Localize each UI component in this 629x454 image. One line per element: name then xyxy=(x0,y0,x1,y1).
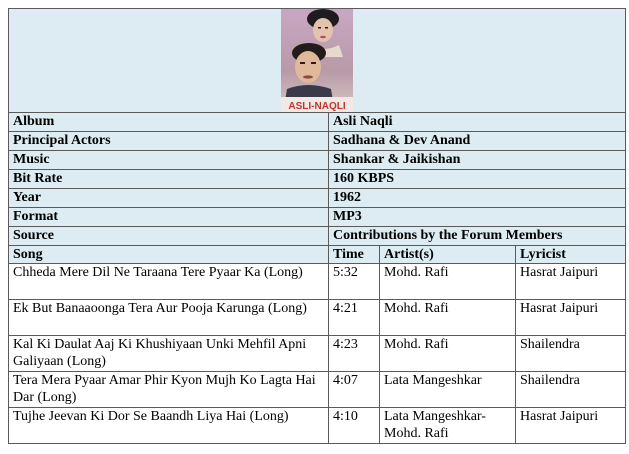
song-title: Ek But Banaaoonga Tera Aur Pooja Karunga (Long) xyxy=(9,300,329,336)
song-artist: Lata Mangeshkar xyxy=(380,372,516,408)
info-row-source xyxy=(9,227,626,246)
info-value: Contributions by the Forum Members xyxy=(329,227,626,246)
info-label: Bit Rate xyxy=(9,170,329,189)
info-row-album xyxy=(9,113,626,132)
song-row xyxy=(9,336,626,372)
info-value: MP3 xyxy=(329,208,626,227)
song-lyricist: Shailendra xyxy=(516,372,626,408)
songs-header-row xyxy=(9,246,626,264)
info-row-principal-actors xyxy=(9,132,626,151)
info-label: Music xyxy=(9,151,329,170)
song-time: 4:10 xyxy=(329,408,380,444)
album-table xyxy=(8,8,626,444)
album-info-container xyxy=(8,8,625,444)
song-artist: Mohd. Rafi xyxy=(380,336,516,372)
header-song: Song xyxy=(9,246,329,264)
song-title: Kal Ki Daulat Aaj Ki Khushiyaan Unki Mehfil Apni Galiyaan (Long) xyxy=(9,336,329,372)
info-label: Principal Actors xyxy=(9,132,329,151)
song-title: Tujhe Jeevan Ki Dor Se Baandh Liya Hai (Long) xyxy=(9,408,329,444)
poster-title: ASLI-NAQLI xyxy=(288,101,346,112)
song-artist: Mohd. Rafi xyxy=(380,300,516,336)
song-lyricist: Hasrat Jaipuri xyxy=(516,264,626,300)
song-artist: Lata Mangeshkar-Mohd. Rafi xyxy=(380,408,516,444)
song-row xyxy=(9,264,626,300)
song-lyricist: Shailendra xyxy=(516,336,626,372)
song-time: 4:07 xyxy=(329,372,380,408)
cover-row xyxy=(9,9,626,113)
song-artist: Mohd. Rafi xyxy=(380,264,516,300)
cover-cell xyxy=(9,9,626,113)
info-label: Album xyxy=(9,113,329,132)
song-time: 5:32 xyxy=(329,264,380,300)
info-row-format xyxy=(9,208,626,227)
info-label: Year xyxy=(9,189,329,208)
info-value: Shankar & Jaikishan xyxy=(329,151,626,170)
song-lyricist: Hasrat Jaipuri xyxy=(516,300,626,336)
info-row-bit-rate xyxy=(9,170,626,189)
song-title: Tera Mera Pyaar Amar Phir Kyon Mujh Ko Lagta Hai Dar (Long) xyxy=(9,372,329,408)
header-lyricist: Lyricist xyxy=(516,246,626,264)
info-label: Source xyxy=(9,227,329,246)
info-row-year xyxy=(9,189,626,208)
song-time: 4:21 xyxy=(329,300,380,336)
song-time: 4:23 xyxy=(329,336,380,372)
info-value: Sadhana & Dev Anand xyxy=(329,132,626,151)
info-row-music xyxy=(9,151,626,170)
header-artist: Artist(s) xyxy=(380,246,516,264)
info-label: Format xyxy=(9,208,329,227)
song-row xyxy=(9,408,626,444)
header-time: Time xyxy=(329,246,380,264)
info-value: 160 KBPS xyxy=(329,170,626,189)
song-row xyxy=(9,300,626,336)
info-value: 1962 xyxy=(329,189,626,208)
info-value: Asli Naqli xyxy=(329,113,626,132)
song-title: Chheda Mere Dil Ne Taraana Tere Pyaar Ka (Long) xyxy=(9,264,329,300)
song-row xyxy=(9,372,626,408)
album-cover-image xyxy=(281,9,353,112)
song-lyricist: Hasrat Jaipuri xyxy=(516,408,626,444)
